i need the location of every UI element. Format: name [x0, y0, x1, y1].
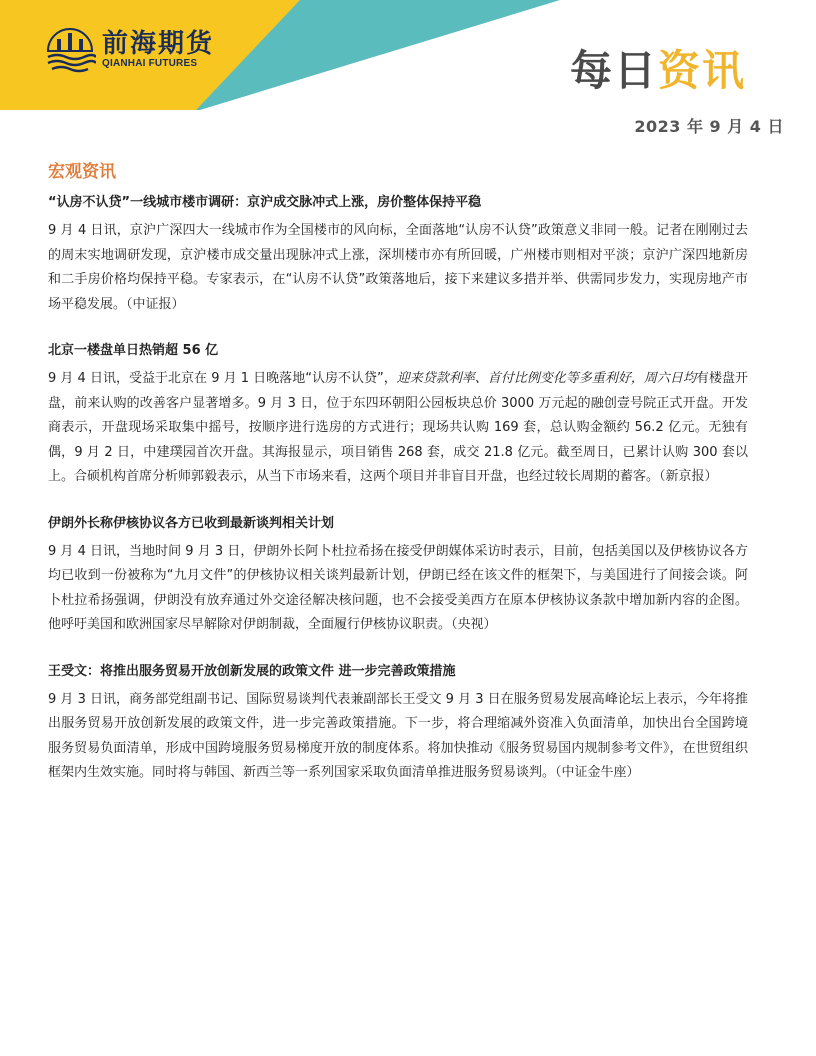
section-title: 宏观资讯: [48, 162, 116, 182]
report-date: 2023 年 9 月 4 日: [634, 117, 784, 136]
article-title: 伊朗外长称伊核协议各方已收到最新谈判相关计划: [48, 515, 335, 531]
page-title-part1: 每日: [569, 46, 658, 95]
article-body: 9 月 4 日讯，当地时间 9 月 3 日，伊朗外长阿卜杜拉希扬在接受伊朗媒体采访时表示，目前，包括美国以及伊核协议各方均已收到一份被称为“九月文件”的伊核协议相关谈判最新计划，伊朗已经在该文件的框架下，与美国进行了间接会谈。阿卜杜拉希扬强调，伊朗没有放弃通过外交途径解决核问题，也不会接受美西方在原本伊核协议条款中增加新内容的企图。他呼吁美国和欧洲国家尽早解除对伊朗制裁，全面履行伊核协议职责。（央视）: [48, 543, 748, 632]
logo-chinese-name: 前海期货: [102, 29, 215, 59]
article-body-segment: 有楼盘开盘，前来认购的改善客户显著增多。9 月 3 日，位于东四环朝阳公园板块总价 3000 万元起的融创壹号院正式开盘。开发商表示，开盘现场采取集中摇号，按顺序进行选房的方式进行；现场共认购 169 套，总认购金额约 56.2 亿元。无独有偶，9 月 2 日，中建璞园首次开盘。其海报显示，项目销售 268 套，成交 21.8 亿元。截至周日，已累计认购 300 套以上。合硕机构首席分析师郭毅表示，从当下市场来看，这两个项目并非盲目开盘，也经过较长周期的蓄客。（新京报）: [48, 371, 748, 484]
news-article: [48, 341, 748, 490]
logo-emblem-icon: [44, 27, 96, 73]
news-article: [48, 193, 748, 317]
article-title: “认房不认贷”一线城市楼市调研：京沪成交脉冲式上涨，房价整体保持平稳: [48, 195, 482, 210]
main-content: [48, 161, 748, 810]
article-body: 9 月 4 日讯，京沪广深四大一线城市作为全国楼市的风向标，全面落地“认房不认贷”政策意义非同一般。记者在刚刚过去的周末实地调研发现，京沪楼市成交量出现脉冲式上涨，深圳楼市亦有所回暖，广州楼市则相对平淡；京沪广深四地新房和二手房价格均保持平稳。专家表示，在“认房不认贷”政策落地后，接下来建议多措并举、供需同步发力，实现房地产市场平稳发展。（中证报）: [48, 223, 748, 312]
page-title: [570, 46, 746, 96]
logo-english-name: QIANHAI FUTURES: [102, 58, 198, 69]
article-title: 北京一楼盘单日热销超 56 亿: [48, 343, 219, 358]
article-body-segment: 9 月 4 日讯，受益于北京在 9 月 1 日晚落地“认房不认贷”，: [48, 371, 397, 386]
company-logo: [44, 27, 214, 73]
news-article: [48, 662, 748, 786]
article-body: 9 月 3 日讯，商务部党组副书记、国际贸易谈判代表兼副部长王受文 9 月 3 日在服务贸易发展高峰论坛上表示，今年将推出服务贸易开放创新发展的政策文件，进一步完善政策措施。下一步，将合理缩减外资准入负面清单，加快出台全国跨境服务贸易负面清单，形成中国跨境服务贸易梯度开放的制度体系。将加快推动《服务贸易国内规制参考文件》，在世贸组织框架内生效实施。同时将与韩国、新西兰等一系列国家采取负面清单推进服务贸易谈判。（中证金牛座）: [48, 691, 748, 780]
news-article: [48, 514, 748, 638]
article-title: 王受文：将推出服务贸易开放创新发展的政策文件 进一步完善政策措施: [48, 663, 456, 679]
article-body-italic-segment: 迎来贷款利率、首付比例变化等多重利好，周六日均: [396, 371, 696, 386]
article-body: [48, 367, 748, 490]
page-title-part2: 资讯: [657, 46, 746, 95]
